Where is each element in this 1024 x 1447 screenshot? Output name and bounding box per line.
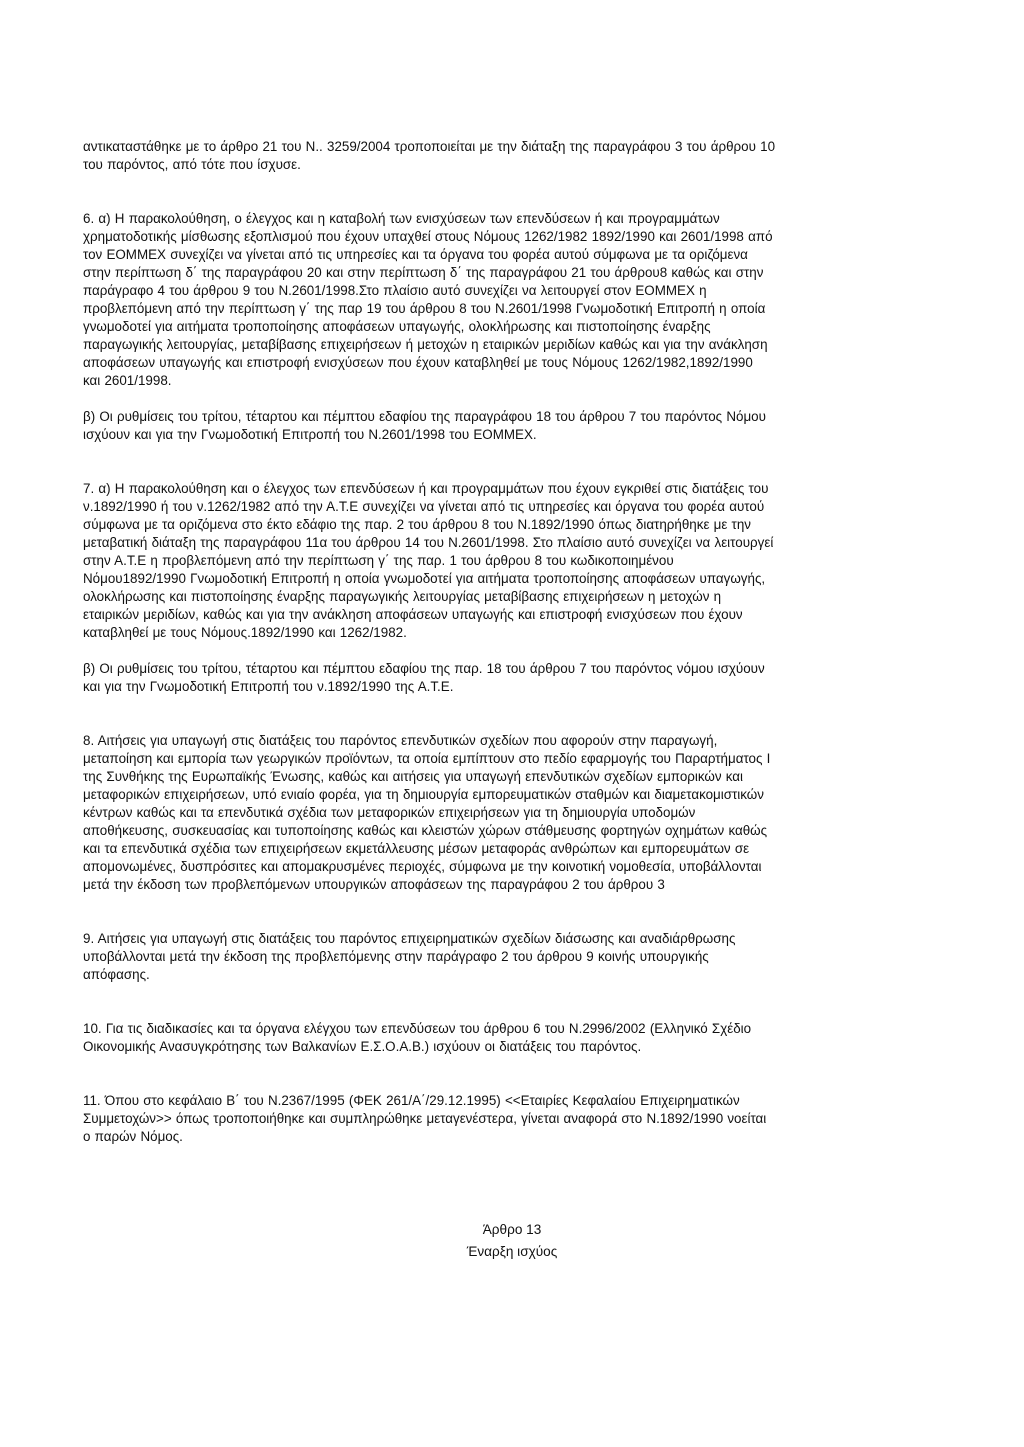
paragraph-6b: β) Οι ρυθμίσεις του τρίτου, τέταρτου και πέμπτου εδαφίου της παραγράφου 18 του άρθρου 7 του παρόντος Νόμου ισχύουν και για την Γνωμοδοτική Επιτροπή του Ν.2601/1998 του ΕΟΜΜΕΧ.	[83, 409, 766, 442]
document-body	[83, 138, 923, 1164]
paragraph-intro: αντικαταστάθηκε με το άρθρο 21 του Ν.. 3259/2004 τροποποιείται με την διάταξη της παραγράφου 3 του άρθρου 10 του παρόντος, από τότε που ίσχυσε.	[83, 139, 776, 172]
article-subtitle: Έναρξη ισχύος	[466, 1244, 558, 1259]
paragraph-9: 9. Αιτήσεις για υπαγωγή στις διατάξεις του παρόντος επιχειρηματικών σχεδίων διάσωσης και αναδιάρθρωσης υποβάλλονται μετά την έκδοση της προβλεπόμενης στην παράγραφο 2 του άρθρου 9 κοινής υπουργικής απόφασης.	[83, 931, 736, 982]
paragraph-7b: β) Οι ρυθμίσεις του τρίτου, τέταρτου και πέμπτου εδαφίου της παρ. 18 του άρθρου 7 του παρόντος νόμου ισχύουν και για την Γνωμοδοτική Επιτροπή του ν.1892/1990 της Α.Τ.Ε.	[83, 661, 765, 694]
paragraph-10: 10. Για τις διαδικασίες και τα όργανα ελέγχου των επενδύσεων του άρθρου 6 του Ν.2996/2002 (Ελληνικό Σχέδιο Οικονομικής Ανασυγκρότησης των Βαλκανίων Ε.Σ.Ο.Α.Β.) ισχύουν οι διατάξεις του παρόντος.	[83, 1021, 752, 1054]
paragraph-11: 11. Όπου στο κεφάλαιο Β΄ του Ν.2367/1995 (ΦΕΚ 261/Α΄/29.12.1995) <<Εταιρίες Κεφαλαίου Επιχειρηματικών Συμμετοχών>> όπως τροποποιήθηκε και συμπληρώθηκε μεταγενέστερα, γίνεται αναφορά στο Ν.1892/1990 νοείται ο παρών Νόμος.	[83, 1093, 767, 1144]
article-title: Άρθρο 13	[482, 1222, 542, 1237]
paragraph-6a: 6. α) Η παρακολούθηση, ο έλεγχος και η καταβολή των ενισχύσεων των επενδύσεων ή και προγραμμάτων χρηματοδοτικής μίσθωσης εξοπλισμού που έχουν υπαχθεί στους Νόμους 1262/1982 1892/1990 και 2601/1998 από τον ΕΟΜΜΕΧ συνεχίζει να γίνεται από τις υπηρεσίες και τα όργανα του φορέα αυτού σύμφωνα με τα οριζόμενα στην περίπτωση δ΄ της παραγράφου 20 και στην περίπτωση δ΄ της παραγράφου 21 του άρθρου8 καθώς και στην παράγραφο 4 του άρθρου 9 του Ν.2601/1998.Στο πλαίσιο αυτό συνεχίζει να λειτουργεί στον ΕΟΜΜΕΧ η προβλεπόμενη από την περίπτωση γ΄ της παρ 19 του άρθρου 8 του Ν.2601/1998 Γνωμοδοτική Επιτροπή η οποία γνωμοδοτεί για αιτήματα τροποποίησης αποφάσεων υπαγωγής, ολοκλήρωσης και πιστοποίησης έναρξης παραγωγικής λειτουργίας, μεταβίβασης επιχειρήσεων ή μετοχών η εταιρικών μεριδίων καθώς και για την ανάκληση αποφάσεων υπαγωγής και επιστροφή ενισχύσεων που έχουν καταβληθεί με τους Νόμους 1262/1982,1892/1990 και 2601/1998.	[83, 211, 773, 388]
paragraph-7a: 7. α) Η παρακολούθηση και ο έλεγχος των επενδύσεων ή και προγραμμάτων που έχουν εγκριθεί στις διατάξεις του ν.1892/1990 ή του ν.1262/1982 από την Α.Τ.Ε συνεχίζει να γίνεται από τις υπηρεσίες και όργανα του φορέα αυτού σύμφωνα με τα οριζόμενα στο έκτο εδάφιο της παρ. 2 του άρθρου 8 του Ν.1892/1990 όπως διατηρήθηκε με την μεταβατική διάταξη της παραγράφου 11α του άρθρου 14 του Ν.2601/1998. Στο πλαίσιο αυτό συνεχίζει να λειτουργεί στην Α.Τ.Ε η προβλεπόμενη από την περίπτωση γ΄ της παρ. 1 του άρθρου 8 του κωδικοποιημένου Νόμου1892/1990 Γνωμοδοτική Επιτροπή η οποία γνωμοδοτεί για αιτήματα τροποποίησης αποφάσεων υπαγωγής, ολοκλήρωσης και πιστοποίησης έναρξης παραγωγικής λειτουργίας μεταβίβασης επιχειρήσεων η μετοχών η εταιρικών μεριδίων, καθώς και για την ανάκληση αποφάσεων υπαγωγής και επιστροφή ενισχύσεων που έχουν καταβληθεί με τους Νόμους.1892/1990 και 1262/1982.	[83, 481, 774, 640]
paragraph-8: 8. Αιτήσεις για υπαγωγή στις διατάξεις του παρόντος επενδυτικών σχεδίων που αφορούν στην παραγωγή, μεταποίηση και εμπορία των γεωργικών προϊόντων, τα οποία εμπίπτουν στο πεδίο εφαρμογής του Παραρτήματος Ι της Συνθήκης της Ευρωπαϊκής Ένωσης, καθώς και αιτήσεις για υπαγωγή επενδυτικών σχεδίων εμπορικών και μεταφορικών επιχειρήσεων, υπό ενιαίο φορέα, για τη δημιουργία εμπορευματικών σταθμών και διαμετακομιστικών κέντρων καθώς και τα επενδυτικά σχέδια των μεταφορικών επιχειρήσεων για τη δημιουργία υποδομών αποθήκευσης, συσκευασίας και τυποποίησης καθώς και κλειστών χώρων στάθμευσης φορτηγών οχημάτων καθώς και τα επενδυτικά σχέδια των επιχειρήσεων εκμετάλλευσης μέσων μεταφοράς ανθρώπων και εμπορευμάτων σε απομονωμένες, δυσπρόσιτες και απομακρυσμένες περιοχές, σύμφωνα με την κοινοτική νομοθεσία, υποβάλλονται μετά την έκδοση των προβλεπόμενων υπουργικών αποφάσεων της παραγράφου 2 του άρθρου 3	[83, 733, 771, 892]
